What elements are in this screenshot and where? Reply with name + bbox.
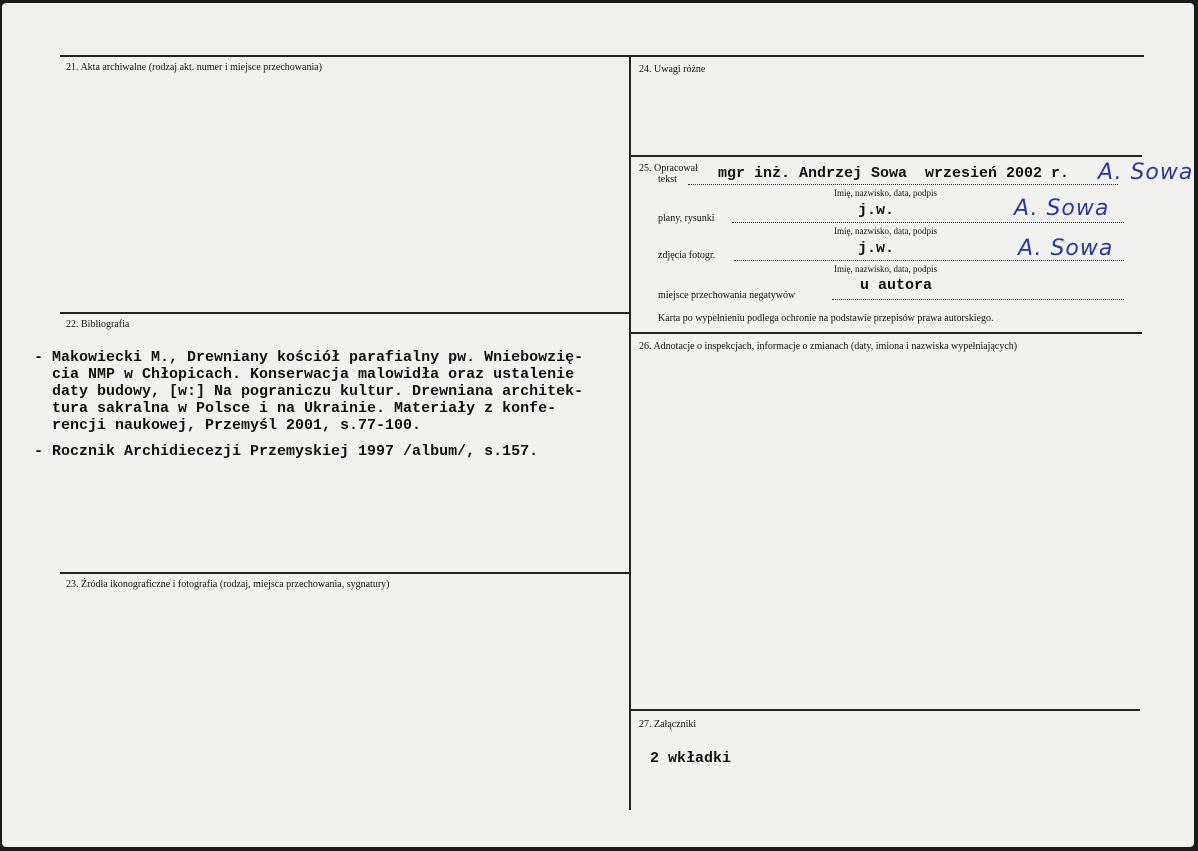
- bibliography-line: daty budowy, [w:] Na pograniczu kultur. Drewniana architek-: [34, 383, 584, 400]
- negatywy-dotted-line: [832, 299, 1124, 300]
- rule-23: [60, 572, 630, 574]
- section-26-label: 26. Adnotacje o inspekcjach, informacje o zmianach (daty, imiona i nazwiska wypełniających): [639, 341, 1018, 352]
- tekst-dotted-line: [688, 184, 1118, 185]
- tekst-signature: A. Sowa: [1098, 160, 1194, 185]
- section-23-label: 23. Źródła ikonograficzne i fotografia (rodzaj, miejsca przechowania, sygnatury): [66, 579, 390, 590]
- negatywy-label: miejsce przechowania negatywów: [658, 290, 796, 301]
- plany-value: j.w.: [858, 202, 895, 219]
- zdjecia-label: zdjęcia fotogr.: [658, 250, 716, 261]
- bibliography-line: tura sakralna w Polsce i na Ukrainie. Materiały z konfe-: [34, 400, 557, 417]
- bibliography-line: cia NMP w Chłopicach. Konserwacja malowidła oraz ustalenie: [34, 366, 575, 383]
- zdjecia-signature: A. Sowa: [1018, 236, 1114, 261]
- document-card: [2, 3, 1194, 847]
- rule-26: [630, 332, 1142, 334]
- rule-27: [630, 709, 1140, 711]
- section-24-label: 24. Uwagi różne: [639, 64, 706, 75]
- bibliography-line: rencji naukowej, Przemyśl 2001, s.77-100.: [34, 417, 422, 434]
- rule-22: [60, 312, 630, 314]
- copyright-note: Karta po wypełnieniu podlega ochronie na podstawie przepisów prawa autorskiego.: [658, 313, 994, 324]
- tekst-label: tekst: [658, 174, 677, 185]
- top-rule-left: [60, 55, 630, 57]
- zdjecia-value: j.w.: [858, 240, 895, 257]
- negatywy-value: u autora: [860, 277, 933, 294]
- plany-caption: Imię, nazwisko, data, podpis: [834, 226, 937, 236]
- tekst-value: mgr inż. Andrzej Sowa wrzesień 2002 r.: [718, 165, 1070, 182]
- column-divider: [629, 55, 631, 810]
- section-22-label: 22. Bibliografia: [66, 319, 130, 330]
- top-rule-right: [630, 55, 1144, 57]
- section-27-label: 27. Załączniki: [639, 719, 697, 730]
- bibliography-line: - Rocznik Archidiecezji Przemyskiej 1997 /album/, s.157.: [34, 443, 539, 460]
- plany-label: plany, rysunki: [658, 213, 715, 224]
- bibliography-line: - Makowiecki M., Drewniany kościół parafialny pw. Wniebowzię-: [34, 349, 584, 366]
- tekst-caption: Imię, nazwisko, data, podpis: [834, 188, 937, 198]
- attachments-value: 2 wkładki: [650, 750, 732, 767]
- section-21-label: 21. Akta archiwalne (rodzaj akt. numer i miejsce przechowania): [66, 62, 323, 73]
- rule-25: [630, 155, 1142, 157]
- plany-signature: A. Sowa: [1014, 196, 1110, 221]
- zdjecia-caption: Imię, nazwisko, data, podpis: [834, 264, 937, 274]
- section-25-label: 25. Opracował: [639, 163, 698, 174]
- plany-dotted-line: [732, 222, 1124, 223]
